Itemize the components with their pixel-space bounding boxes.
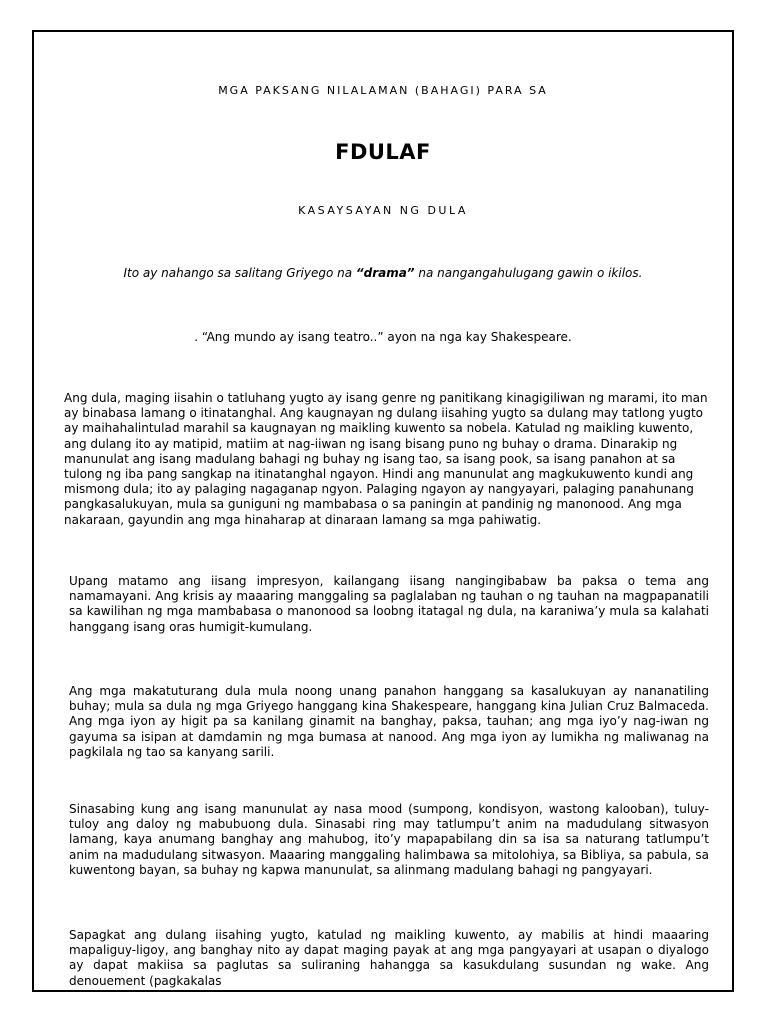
- paragraph-2: Upang matamo ang iisang impresyon, kailangang iisang nangingibabaw ba paksa o tema ang namamayani. Ang krisis ay maaaring manggaling sa paglalaban ng tauhan o ng tauhan na magpapanatili sa kawilihan ng mga mambabasa o manonood sa loobng itatagal ng dula, na karaniwa’y mula sa kalahati hanggang isang oras humigit-kumulang.: [69, 574, 709, 634]
- paragraph-1: Ang dula, maging iisahin o tatluhang yugto ay isang genre ng panitikang kinagigiliwan ng marami, ito man ay binabasa lamang o itinatanghal. Ang kaugnayan ng dulang iisahing yugto sa dulang may tatlong yugto ay maihahalintulad marahil sa kaugnayan ng maikling kuwento sa nobela. Katulad ng maikling kuwento, ang dulang ito ay matipid, matiim at nag-iiwan ng isang bisang puno ng buhay o drama. Dinarakip ng manunulat ang isang madulang bahagi ng buhay ng isang tao, sa isang pook, sa isang panahon at sa tulong ng iba pang sangkap na itinatanghal ngayon. Hindi ang manunulat ang magkukuwento kundi ang mismong dula; ito ay palaging nagaganap ngyon. Palaging ngayon ay nangyayari, palaging panahunang pangkasalukuyan, mula sa guniguni ng mambabasa o sa paningin at pandinig ng manonood. Ang mga nakaraan, gayundin ang mga hinaharap at dinaraan lamang sa mga pahiwatig.: [64, 391, 708, 527]
- header-line: MGA PAKSANG NILALAMAN (BAHAGI) PARA SA: [218, 84, 548, 97]
- paragraph-3: Ang mga makatuturang dula mula noong unang panahon hanggang sa kasalukuyan ay nananatiling buhay; mula sa dula ng mga Griyego hanggang kina Shakespeare, hanggang kina Julian Cruz Balmaceda. Ang mga iyon ay higit pa sa kanilang ginamit na banghay, paksa, tauhan; ang mga iyo’y nag-iwan ng gayuma sa isipan at damdamin ng mga bumasa at nanood. Ang mga iyon ay lumikha ng maliwanag na pagkilala ng tao sa kanyang sarili.: [69, 684, 709, 759]
- page-subtitle: KASAYSAYAN NG DULA: [298, 204, 468, 217]
- intro-sentence: [34, 266, 732, 280]
- intro-before: Ito ay nahango sa salitang Griyego na: [123, 266, 356, 280]
- shakespeare-quote: . “Ang mundo ay isang teatro..” ayon na nga kay Shakespeare.: [194, 330, 572, 344]
- document-page: [32, 30, 734, 992]
- intro-emphasis: “drama”: [355, 266, 415, 280]
- page-title: FDULAF: [335, 140, 431, 164]
- paragraph-4: Sinasabing kung ang isang manunulat ay nasa mood (sumpong, kondisyon, wastong kalooban), tuluy-tuloy ang daloy ng mabubuong dula. Sinasabi ring may tatlumpu’t anim na madudulang sitwasyon lamang, kaya anumang banghay ang mahubog, ito’y mapapabilang din sa isa sa naturang tatlumpu’t anim na madudulang sitwasyon. Maaaring manggaling halimbawa sa mitolohiya, sa Bibliya, sa pabula, sa kuwentong bayan, sa buhay ng kapwa manunulat, sa alinmang madulang bahagi ng pangyayari.: [69, 802, 709, 877]
- paragraph-5: Sapagkat ang dulang iisahing yugto, katulad ng maikling kuwento, ay mabilis at hindi maaaring mapaliguy-ligoy, ang banghay nito ay dapat maging payak at ang mga pangyayari at usapan o diyalogo ay dapat makiisa sa paglutas sa suliraning hahangga sa kasukdulang susundan ng wake. Ang denouement (pagkakalas: [69, 928, 709, 988]
- intro-after: na nangangahulugang gawin o ikilos.: [414, 266, 643, 280]
